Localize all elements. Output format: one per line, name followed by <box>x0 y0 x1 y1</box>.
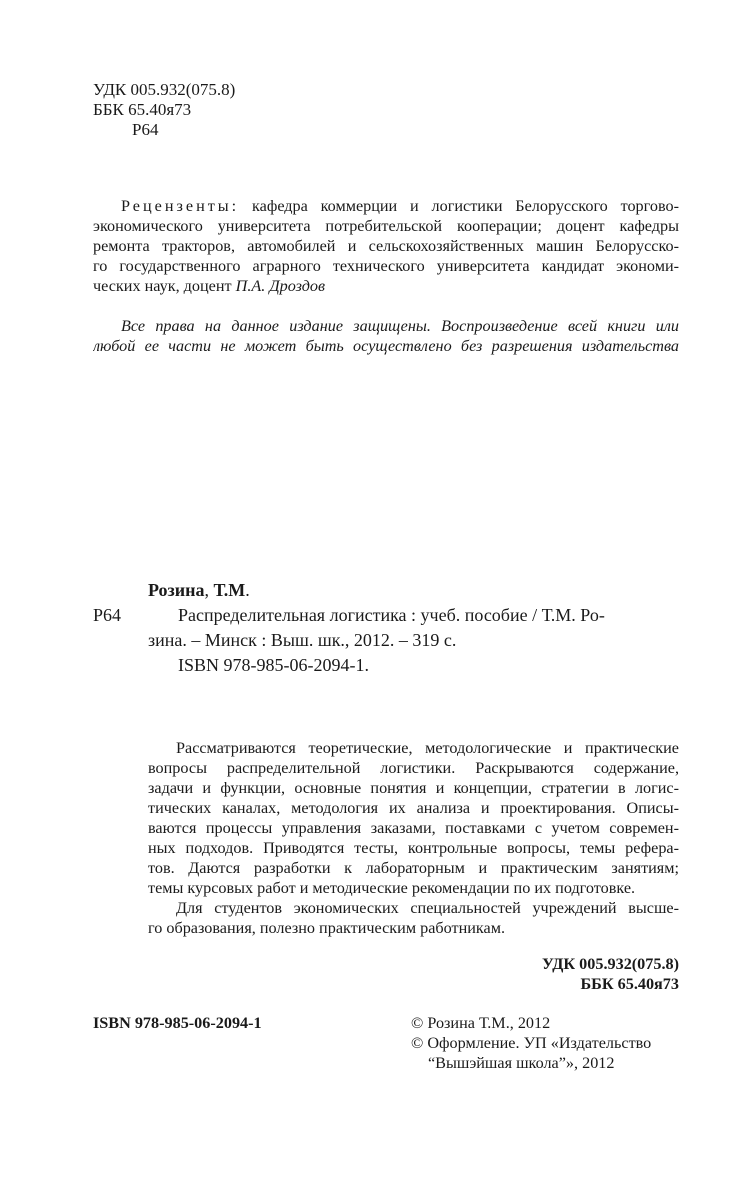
reviewers-label: Рецензенты: <box>121 197 240 215</box>
annotation-line: Рассматриваются теоретические, методологические и практические <box>176 739 679 757</box>
record-author <box>148 580 250 600</box>
udk-top: УДК 005.932(075.8) <box>93 80 236 99</box>
copyright-line-2: © Оформление. УП «Издательство <box>411 1034 652 1052</box>
author-end: . <box>245 580 250 600</box>
author-sep: , <box>204 580 214 600</box>
reviewers-line-5: ческих наук, доцент П.А. Дроздов <box>93 277 326 295</box>
bbk-footer: ББК 65.40я73 <box>580 975 679 993</box>
annotation-line: ваются процессы управления заказами, поставками с учетом современ- <box>148 819 679 837</box>
rights-line-1: Все права на данное издание защищены. Воспроизведение всей книги или <box>121 317 679 335</box>
record-title-line-1: Распределительная логистика : учеб. пособие / Т.М. Ро- <box>178 605 605 625</box>
reviewers-block <box>93 196 679 296</box>
annotation-line: ных подходов. Приводятся тесты, контрольные вопросы, темы рефера- <box>148 839 679 857</box>
reviewers-line-3: ремонта тракторов, автомобилей и сельскохозяйственных машин Белорусско- <box>93 237 679 255</box>
reviewers-line-4: го государственного аграрного технического университета кандидат экономи- <box>93 257 679 275</box>
reviewer-name: П.А. Дроздов <box>235 277 326 295</box>
annotation-line: тов. Даются разработки к лабораторным и практическим занятиям; <box>148 859 679 877</box>
annotation-block <box>148 738 679 938</box>
annotation-line: вопросы распределительной логистики. Раскрываются содержание, <box>148 759 679 777</box>
annotation-line: темы курсовых работ и методические рекомендации по их подготовке. <box>148 879 636 897</box>
record-title-line-2: зина. – Минск : Выш. шк., 2012. – 319 с. <box>148 630 457 650</box>
annotation-line: тических каналах, методология их анализа и проектирования. Описы- <box>148 799 679 817</box>
isbn-footer: ISBN 978-985-06-2094-1 <box>93 1014 262 1032</box>
record-isbn: ISBN 978-985-06-2094-1. <box>178 655 369 675</box>
author-surname: Розина <box>148 580 205 600</box>
record-mark: Р64 <box>93 605 122 625</box>
author-initials: Т.М <box>213 580 246 600</box>
rights-line-2: любой ее части не может быть осуществлено без разрешения издательства <box>93 337 679 355</box>
bbk-top: ББК 65.40я73 <box>93 100 192 119</box>
annotation-line: Для студентов экономических специальностей учреждений высше- <box>176 899 679 917</box>
annotation-line: го образования, полезно практическим работникам. <box>148 919 506 937</box>
copyright-line-3: “Вышэйшая школа”», 2012 <box>428 1054 615 1072</box>
rights-notice <box>93 316 679 356</box>
copyright-line-1: © Розина Т.М., 2012 <box>411 1014 551 1032</box>
author-mark-top: Р64 <box>132 120 159 139</box>
annotation-line: задачи и функции, основные понятия и концепции, стратегии в логис- <box>148 779 679 797</box>
udk-footer: УДК 005.932(075.8) <box>542 955 679 973</box>
reviewers-line-1: Рецензенты: кафедра коммерции и логистики Белорусского торгово- <box>121 197 679 215</box>
reviewers-line-2: экономического университета потребительской кооперации; доцент кафедры <box>93 217 679 235</box>
